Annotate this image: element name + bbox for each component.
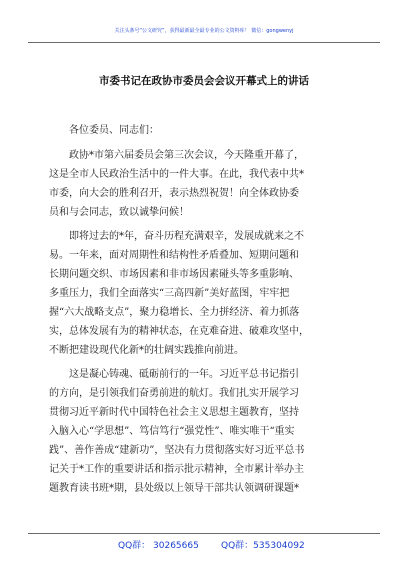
paragraph-line: 题教育读书班*期，县处级以上领导干部共认领调研课题* [49, 483, 299, 494]
greeting: 各位委员、同志们： [69, 125, 159, 136]
paragraph-line: 这是全市人民政治生活中的一件大事。在此，我代表中共* [49, 169, 304, 180]
paragraph-line: 长期问题交织、市场因素和非市场因素碰头等多重影响、 [49, 269, 299, 280]
document-title: 市委书记在政协市委员会会议开幕式上的讲话 [99, 75, 309, 87]
header-banner: 关注头条号“公文研究”，获得最新最全最专业的公文资料库！ 微信：gongwenyj [114, 28, 294, 34]
paragraph-line: 践”、善作善成“建新功”，坚决有力贯彻落实好习近平总书 [49, 445, 305, 456]
paragraph-line: 贯彻习近平新时代中国特色社会主义思想主题教育，坚持 [49, 407, 299, 418]
paragraph-line: 这是凝心铸魂、砥砺前行的一年。习近平总书记指引 [69, 369, 299, 380]
paragraph-line: 政协*市第六届委员会第三次会议，今天隆重开幕了， [69, 150, 304, 161]
paragraph-line: 握“六大战略支点”，聚力稳增长、全力拼经济、着力抓落 [49, 307, 300, 318]
paragraph-line: 不断把建设现代化新*的壮阔实践推向前进。 [49, 345, 244, 356]
footer-divider [28, 533, 380, 534]
paragraph-line: 入脑入心“学思想”、笃信笃行“强党性”、唯实唯干“重实 [49, 426, 295, 437]
paragraph-line: 即将过去的*年，奋斗历程充满艰辛，发展成就来之不 [69, 231, 304, 242]
paragraph-line: 多重压力，我们全面落实“三高四新”美好蓝图，牢牢把 [49, 288, 290, 299]
paragraph-line: 员和与会同志，致以诚挚问候！ [49, 207, 189, 218]
paragraph-line: 市委，向大会的胜利召开，表示热烈祝贺！向全体政协委 [49, 188, 299, 199]
paragraph-line: 记关于*工作的重要讲话和指示批示精神，全市累计举办主 [49, 464, 304, 475]
header-divider [28, 42, 380, 43]
footer-qq-group-1: QQ群： 30265665 [118, 541, 199, 551]
paragraph-line: 的方向，是引领我们奋勇前进的航灯。我们扎实开展学习 [49, 388, 299, 399]
page-header [0, 0, 408, 56]
page-footer [0, 527, 408, 555]
footer-qq-group-2: QQ群：535304092 [221, 541, 305, 551]
paragraph-line: 实，总体发展有为的精神状态，在克难奋进、破难攻坚中， [49, 326, 309, 337]
paragraph-line: 易。一年来，面对周期性和结构性矛盾叠加、短期问题和 [49, 250, 299, 261]
